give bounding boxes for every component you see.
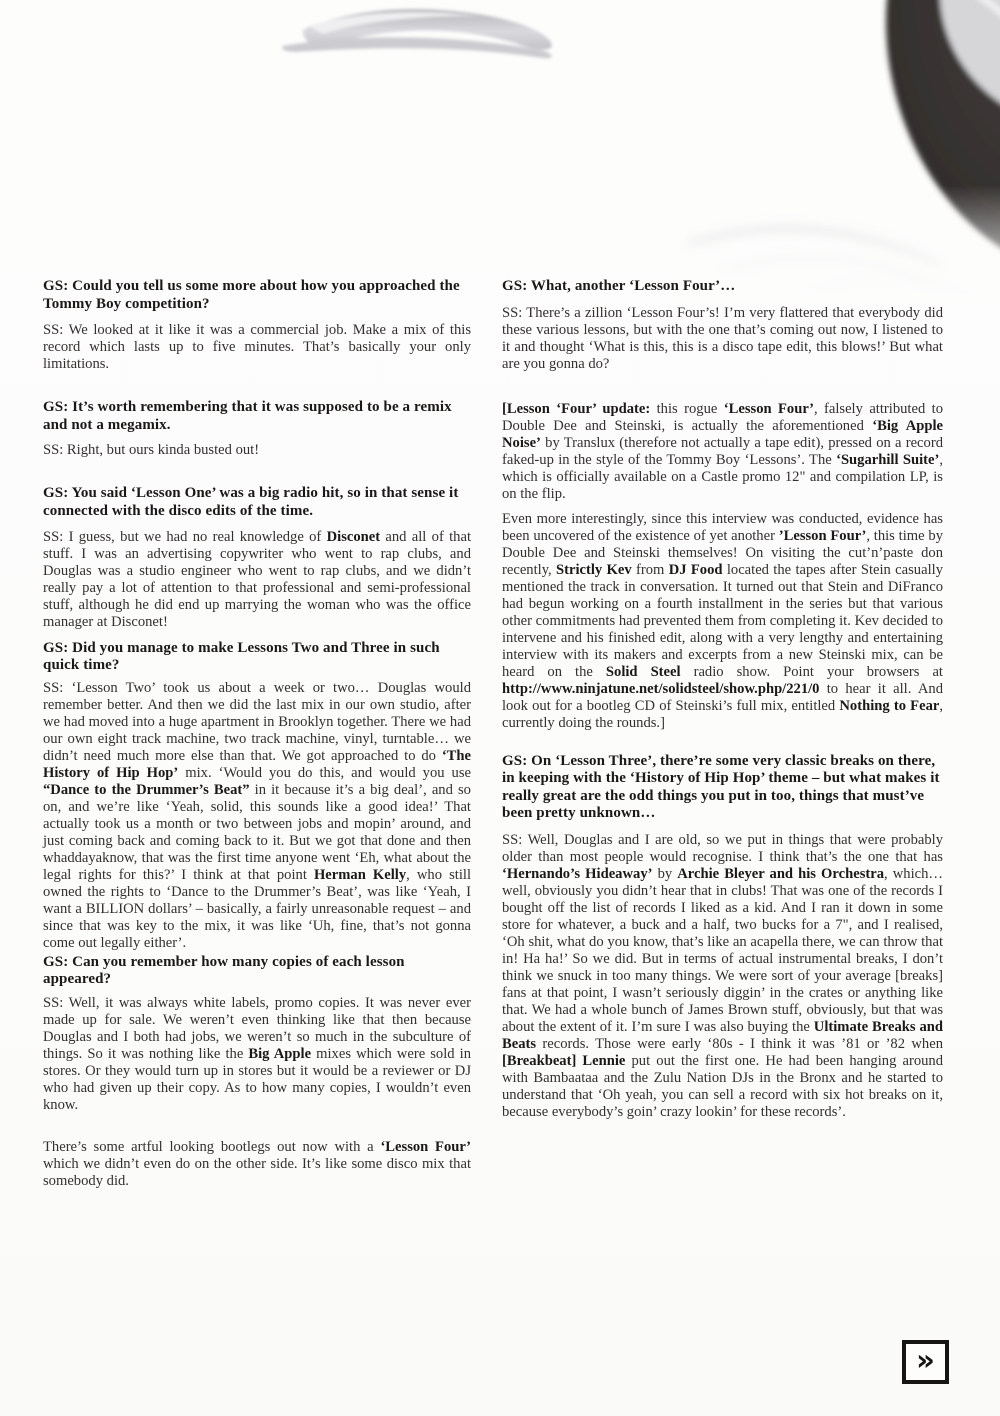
body-text: Even more interestingly, since this interview was conducted, evidence has been uncovered of the existence of yet another [502,510,943,544]
bold-text: ‘Lesson Four’ [723,400,814,417]
bold-text: ‘Big Apple Noise’ [502,417,943,451]
bold-text: ’Lesson Four’ [778,527,867,544]
body-text: GS: Could you tell us some more about how you approached the Tommy Boy competition? [43,278,460,312]
interview-answer [43,442,471,459]
body-text: mix. ‘Would you do this, and would you use [178,764,472,781]
body-text: from [631,561,669,578]
body-text: SS: I guess, but we had no real knowledge of [43,528,327,545]
body-text: which we didn’t even do on the other side. It’s like some disco mix that somebody did. [43,1155,471,1189]
interview-question [43,640,471,675]
body-text: GS: Did you manage to make Lessons Two and Three in such quick time? [43,639,440,674]
interview-answer [43,322,471,373]
bold-text: [Lesson ‘Four’ update: [502,400,651,417]
body-text: SS: Well, Douglas and I are old, so we put in things that were probably older than most people would recognise. I think that’s the one that has [502,831,943,865]
bold-text: [Breakbeat] Lennie [502,1052,626,1069]
body-text: There’s some artful looking bootlegs out now with a [43,1138,381,1155]
body-text: put out the first one. He had been hanging around with Bambaataa and the Zulu Nation DJs in the Bronx and he started to understand that ‘Oh yeah, you can sell a record with six hot breaks on it, because everybody’s goin’ crazy lookin’ for these records’. [502,1052,944,1120]
body-text: records. Those were early ‘80s - I think it was ’81 or ’82 when [536,1035,943,1052]
body-text: mixes which were sold in stores. Or they would turn up in stores but it would be a reviewer or DJ who had given up their copy. As to how many copies, I wouldn’t even know. [43,1045,471,1113]
tape-strip-photo [278,0,580,72]
body-text: GS: It’s worth remembering that it was supposed to be a remix and not a megamix. [43,399,452,433]
editor-note-paragraph [502,511,943,732]
body-text: SS: Well, it was always white labels, promo copies. It was never ever made up for sale. We weren’t even thinking like that then because Douglas and I both had jobs, we weren’t so much in the subculture of things. So it was nothing like the [43,994,471,1062]
left-column [43,278,471,1190]
bold-text: Archie Bleyer and his Orchestra [677,865,885,882]
body-text: GS: Can you remember how many copies of each lesson appeared? [43,953,405,988]
tape-reel-photo [678,0,1000,302]
body-text: SS: ‘Lesson Two’ took us about a week or two… Douglas would remember better. And then we did the last mix in our own studio, after we had moved into a huge apartment in Brooklyn together. There we had our own eight track machine, two track machine, vinyl, turntable… we didn’t need much more else than that. We got approached to do [43,679,471,764]
editor-note-paragraph [43,1139,471,1190]
bold-text: ‘The History of Hip Hop’ [43,747,471,781]
bold-text: Strictly Kev [556,561,632,578]
bold-text: DJ Food [668,561,723,578]
body-text: , which… well, obviously you didn’t hear that in clubs! That was one of the records I bought off the list of records I liked as a kid. And I ran it down in some store for whatever, a buck and a half, two bucks for a 7", and I realised, ‘Oh shit, what do you know, that’s like an acapella there, we can throw that in! Ha ha!’ So we did. But in terms of actual instrumental breaks, I don’t think we snuck in too many things. We were sort of your average [breaks] fans at that point, I wasn’t seriously diggin’ in the crates or anything like that. We had a whole bunch of James Brown stuff, obviously, but that was about the extent of it. I’m sure I was also buying the [502,865,944,1035]
body-text: GS: You said ‘Lesson One’ was a big radio hit, so in that sense it connected with the disco edits of the time. [43,485,459,519]
body-text: located the tapes after Stein casually mentioned the track in conversation. It turned out that Stein and DiFranco had begun working on a fourth installment in the series but that various other commitments had prevented them from completing it. Kev decided to intervene and his finished edit, along with a very lengthy and entertaining interview with its makers and excerpts from a new Steinski mix, can be heard on the [502,561,943,680]
body-text: GS: What, another ‘Lesson Four’… [502,278,736,294]
bold-text: ‘Lesson Four’ [380,1138,471,1155]
body-text: and all of that stuff. I was an advertising copywriter who went to rap clubs, and Douglas was a studio engineer who went to rap clubs, and we didn’t really pay a lot of attention to that professional and semi-professional stuff, although he did end up marrying the woman who was the office manager at Disconet! [43,528,471,630]
body-text: by [652,865,678,882]
bold-text: ‘Hernando’s Hideaway’ [502,865,653,882]
interview-question [502,753,943,823]
body-text: , falsely attributed to Double Dee and Steinski, is actually the aforementioned [502,400,943,434]
body-text: , currently doing the rounds.] [502,697,944,731]
interview-question [43,278,471,313]
body-text: , which is officially available on a Castle promo 12" and compilation LP, is on the flip. [502,451,944,502]
body-text: SS: We looked at it like it was a commercial job. Make a mix of this record which lasts up to five minutes. That’s basically your only limitations. [43,322,471,373]
body-text: SS: There’s a zillion ‘Lesson Four’s! I’m very flattered that everybody did these various lessons, but with the one that’s coming out now, I listened to it and thought ‘What is this, this is a disco tape edit, this blows!’ But what are you gonna do? [502,304,943,372]
interview-answer [43,680,471,952]
bold-text: Big Apple [248,1045,312,1062]
interview-answer [502,832,943,1121]
right-column [502,278,943,1121]
bold-text: Solid Steel [605,663,681,680]
bold-text: “Dance to the Drummer’s Beat” [43,781,250,798]
editor-note-paragraph [502,401,943,503]
interview-answer [43,995,471,1114]
interview-question [43,485,471,520]
body-text: this rogue [650,400,724,417]
body-text: radio show. Point your browsers at [680,663,943,680]
bold-text: Disconet [326,528,381,545]
body-text: , this time by Double Dee and Steinski themselves! On visiting the cut’n’paste don recently, [502,527,943,578]
body-text: SS: Right, but ours kinda busted out! [43,442,260,459]
interview-answer [502,305,943,373]
bold-text: http://www.ninjatune.net/solidsteel/show.php/221/0 [502,680,820,697]
bold-text: Ultimate Breaks and Beats [502,1018,944,1052]
interview-question [43,399,471,434]
interview-question [502,278,943,296]
interview-answer [43,529,471,631]
next-page-button[interactable] [902,1340,949,1384]
body-text: GS: On ‘Lesson Three’, there’re some very classic breaks on there, in keeping with the ‘History of Hip Hop’ theme – but what makes it really great are the odd things you put in too, things that must’ve been pretty unknown… [502,752,940,822]
body-text: , who still owned the rights to ‘Dance to the Drummer’s Beat’, was like ‘Yeah, I want a BILLION dollars’ – basically, a fairly unreasonable request – and since that was key to the mix, it was like ‘Uh, fine, that’s not gonna come out legally either’. [43,866,471,951]
body-text: by Translux (therefore not actually a tape edit), pressed on a record faked-up in the style of the Tommy Boy ‘Lessons’. The [502,434,943,468]
body-text: in it because it’s a big deal’, and so on, and we’re like ‘Yeah, solid, this sounds like a good idea!’ That actually took us a month or two between jobs and mopin’ around, and just coming back and coming back to it. But we got that done and then whaddayaknow, that was the first time anyone went ‘Eh, what about the legal rights for this?’ I think at that point [43,781,471,883]
bold-text: Herman Kelly [313,866,407,883]
body-text: to hear it all. And look out for a bootleg CD of Steinski’s full mix, entitled [502,680,943,714]
interview-question [43,954,471,989]
bold-text: Nothing to Fear [839,697,940,714]
double-chevron-right-icon: » [916,1342,935,1377]
bold-text: ‘Sugarhill Suite’ [836,451,940,468]
